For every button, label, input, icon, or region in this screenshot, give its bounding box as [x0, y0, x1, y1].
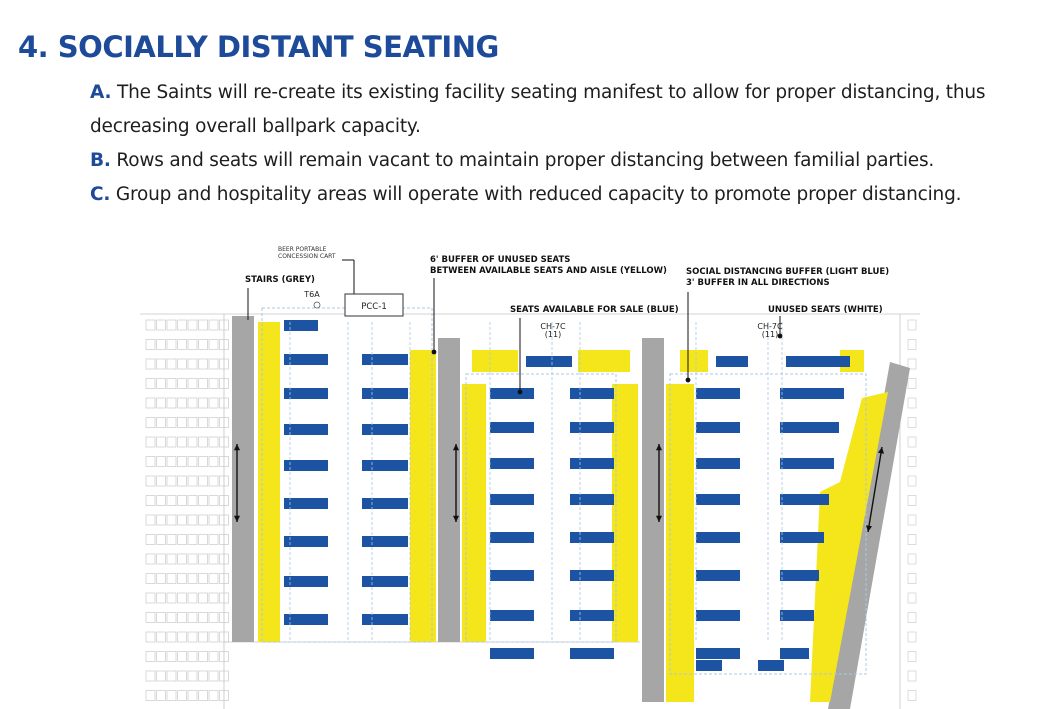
available-seat-block — [284, 424, 328, 435]
unused-seat-outline — [178, 671, 187, 681]
unused-seat-outline — [199, 457, 208, 467]
unused-seat-outline — [178, 496, 187, 506]
section-ch7c-count: (11) — [544, 330, 562, 339]
point-letter: A. — [90, 82, 112, 103]
unused-seat-outline — [146, 515, 155, 525]
unused-seat-outline — [209, 613, 218, 623]
available-seat-block — [780, 422, 839, 433]
unused-seat-outline — [178, 691, 187, 701]
unused-seat-outline — [199, 671, 208, 681]
unused-seat-outline — [908, 379, 916, 389]
unused-seat-outline — [157, 613, 166, 623]
available-seat-block — [284, 614, 328, 625]
unused-seat-outline — [146, 457, 155, 467]
unused-seat-outline — [199, 418, 208, 428]
unused-seat-outline — [178, 457, 187, 467]
unused-seat-outline — [146, 340, 155, 350]
unused-seat-outline — [157, 652, 166, 662]
unused-seat-outline — [188, 359, 197, 369]
available-seat-block — [570, 570, 614, 581]
unused-seat-outline — [157, 574, 166, 584]
unused-seat-outline — [908, 671, 916, 681]
buffer-legend-label: 6' BUFFER OF UNUSED SEATS — [430, 255, 571, 265]
unused-seat-outline — [167, 320, 176, 330]
point-c — [90, 178, 1030, 212]
section-title: 4. SOCIALLY DISTANT SEATING — [18, 30, 499, 64]
stairs-aisle — [232, 316, 254, 642]
unused-seat-outline — [908, 691, 916, 701]
available-seat-block — [284, 320, 318, 331]
unused-seat-outline — [209, 671, 218, 681]
unused-seat-outline — [188, 476, 197, 486]
unused-seat-outline — [199, 379, 208, 389]
unused-seat-outline — [908, 554, 916, 564]
available-seat-block — [490, 494, 534, 505]
unused-seat-outline — [188, 691, 197, 701]
unused-seat-outline — [188, 320, 197, 330]
unused-seat-outline — [188, 554, 197, 564]
unused-seat-outline — [188, 671, 197, 681]
unused-seat-outline — [908, 574, 916, 584]
callout-dot — [778, 334, 783, 339]
unused-seat-outline — [157, 340, 166, 350]
point-letter: B. — [90, 150, 111, 171]
unused-seat-outline — [188, 632, 197, 642]
available-seat-block — [490, 388, 534, 399]
beer-cart-label-2: CONCESSION CART — [278, 253, 336, 260]
unused-seat-outline — [199, 398, 208, 408]
unused-seat-outline — [178, 593, 187, 603]
unused-seat-outline — [178, 574, 187, 584]
unused-seat-outline — [199, 535, 208, 545]
unused-seat-outline — [178, 476, 187, 486]
available-seat-block — [786, 356, 850, 367]
unused-seat-outline — [178, 437, 187, 447]
available-seat-block — [780, 458, 834, 469]
available-seat-block — [362, 460, 408, 471]
available-seat-block — [284, 536, 328, 547]
available-seat-block — [526, 356, 572, 367]
unused-seat-outline — [146, 613, 155, 623]
unused-seat-outline — [157, 496, 166, 506]
available-seat-block — [570, 458, 614, 469]
unused-seat-outline — [908, 613, 916, 623]
callout-dot — [686, 378, 691, 383]
stairs-aisle — [642, 338, 664, 702]
available-seat-block — [570, 494, 614, 505]
available-seat-block — [362, 424, 408, 435]
available-seat-block — [696, 388, 740, 399]
unused-seat-outline — [188, 379, 197, 389]
available-seat-block — [780, 610, 814, 621]
unused-seat-outline — [199, 652, 208, 662]
unused-seat-outline — [209, 652, 218, 662]
unused-seat-outline — [167, 632, 176, 642]
unused-seat-outline — [199, 320, 208, 330]
unused-seat-outline — [157, 457, 166, 467]
unused-seat-outline — [908, 515, 916, 525]
available-seat-block — [362, 388, 408, 399]
unused-seat-outline — [146, 379, 155, 389]
unused-seat-outline — [146, 320, 155, 330]
unused-seat-outline — [199, 340, 208, 350]
unused-seat-outline — [199, 476, 208, 486]
unused-seat-outline — [167, 671, 176, 681]
unused-seat-outline — [178, 515, 187, 525]
unused-seat-outline — [178, 320, 187, 330]
unused-seat-outline — [146, 652, 155, 662]
stairs-aisle — [438, 338, 460, 642]
unused-seat-outline — [167, 496, 176, 506]
available-seat-block — [696, 458, 740, 469]
unused-seat-outline — [167, 593, 176, 603]
unused-seat-outline — [157, 398, 166, 408]
available-seat-block — [696, 494, 740, 505]
point-text: The Saints will re-create its existing facility seating manifest to allow for proper distancing, thus decreasing overall ballpark capacity. — [90, 82, 986, 137]
unused-seat-outline — [146, 476, 155, 486]
unused-seat-outline — [167, 515, 176, 525]
unused-seats-legend-label: UNUSED SEATS (WHITE) — [768, 305, 883, 315]
available-seat-block — [490, 648, 534, 659]
pcc-label: PCC-1 — [361, 302, 387, 312]
front-row-buffer-seats — [472, 350, 518, 372]
unused-seat-outline — [209, 515, 218, 525]
unused-seat-outline — [199, 613, 208, 623]
unused-seat-outline — [167, 613, 176, 623]
available-seat-block — [716, 356, 748, 367]
unused-seat-outline — [188, 515, 197, 525]
available-seat-block — [570, 648, 614, 659]
unused-seat-outline — [178, 398, 187, 408]
available-seat-block — [490, 532, 534, 543]
unused-seat-outline — [209, 340, 218, 350]
unused-seat-outline — [209, 379, 218, 389]
available-seat-block — [570, 388, 614, 399]
unused-seat-outline — [157, 379, 166, 389]
social-buffer-legend-label-2: 3' BUFFER IN ALL DIRECTIONS — [686, 278, 830, 288]
unused-seat-outline — [146, 574, 155, 584]
unused-seat-outline — [146, 437, 155, 447]
available-seat-block — [362, 614, 408, 625]
unused-seat-outline — [157, 535, 166, 545]
unused-seat-outline — [199, 359, 208, 369]
social-buffer-legend-label: SOCIAL DISTANCING BUFFER (LIGHT BLUE) — [686, 267, 890, 277]
unused-seat-outline — [908, 476, 916, 486]
available-seat-block — [780, 494, 829, 505]
unused-seat-outline — [167, 574, 176, 584]
stair-direction-arrows — [234, 444, 884, 532]
unused-seat-outline — [199, 574, 208, 584]
seating-diagram — [140, 232, 920, 709]
available-seat-block — [758, 660, 784, 671]
unused-seat-outline — [146, 593, 155, 603]
section-ch7c-label-2: CH-7C — [757, 322, 783, 331]
buffer-legend-label-2: BETWEEN AVAILABLE SEATS AND AISLE (YELLOW) — [430, 266, 667, 276]
unused-seat-outline — [178, 652, 187, 662]
unused-seat-outline — [209, 418, 218, 428]
available-seat-block — [362, 576, 408, 587]
unused-seat-outline — [188, 613, 197, 623]
unused-seat-outline — [167, 652, 176, 662]
unused-seat-outline — [209, 574, 218, 584]
available-seat-block — [696, 660, 722, 671]
unused-seat-outline — [157, 632, 166, 642]
unused-seat-outline — [199, 554, 208, 564]
unused-seat-outline — [209, 457, 218, 467]
unused-seat-outline — [199, 691, 208, 701]
unused-seat-outline — [188, 535, 197, 545]
front-row-buffer-seats — [680, 350, 708, 372]
unused-seat-outline — [167, 691, 176, 701]
available-seat-block — [696, 648, 740, 659]
available-seat-block — [570, 532, 614, 543]
unused-seat-outline — [188, 398, 197, 408]
available-seat-block — [284, 354, 328, 365]
stairs-legend-label: STAIRS (GREY) — [245, 275, 315, 285]
unused-seat-outline — [908, 593, 916, 603]
available-seat-block — [490, 422, 534, 433]
unused-seat-outline — [157, 476, 166, 486]
unused-seat-outline — [188, 437, 197, 447]
unused-seat-outline — [167, 535, 176, 545]
unused-seat-outline — [908, 320, 916, 330]
available-seat-block — [780, 388, 844, 399]
unused-seat-outline — [146, 398, 155, 408]
available-seat-block — [780, 570, 819, 581]
available-seat-block — [696, 570, 740, 581]
unused-seat-outline — [167, 340, 176, 350]
unused-seat-outline — [199, 632, 208, 642]
unused-seat-outline — [209, 554, 218, 564]
unused-seat-outline — [167, 554, 176, 564]
unused-seat-outline — [178, 632, 187, 642]
unused-seat-outline — [908, 340, 916, 350]
section-ch7c-count-2: (11) — [761, 330, 779, 339]
available-seat-block — [570, 422, 614, 433]
unused-seat-outline — [157, 515, 166, 525]
unused-seat-outline — [209, 359, 218, 369]
unused-seat-outline — [178, 418, 187, 428]
point-a — [90, 76, 1030, 144]
point-letter: C. — [90, 184, 111, 205]
unused-seat-outline — [178, 613, 187, 623]
available-seat-block — [780, 532, 824, 543]
unused-seat-outline — [209, 398, 218, 408]
unused-seat-outline — [167, 457, 176, 467]
unused-seat-outline — [188, 574, 197, 584]
unused-seat-outline — [188, 593, 197, 603]
unused-seat-outline — [908, 496, 916, 506]
available-seat-block — [570, 610, 614, 621]
unused-seat-outline — [209, 691, 218, 701]
unused-seat-outline — [199, 515, 208, 525]
unused-seat-outline — [146, 554, 155, 564]
unused-seat-outline — [157, 418, 166, 428]
available-seats-legend-label: SEATS AVAILABLE FOR SALE (BLUE) — [510, 305, 679, 315]
unused-seat-outline — [167, 437, 176, 447]
unused-seat-outline — [146, 691, 155, 701]
unused-seat-outline — [146, 418, 155, 428]
callout-dot — [518, 390, 523, 395]
callout-dot — [432, 350, 437, 355]
aisle-buffer-zone — [258, 322, 280, 642]
available-seat-block — [490, 458, 534, 469]
unused-seat-outline — [146, 359, 155, 369]
available-seat-block — [696, 610, 740, 621]
available-seat-block — [362, 354, 408, 365]
unused-seat-outline — [146, 632, 155, 642]
unused-seat-outline — [178, 359, 187, 369]
unused-seat-outline — [908, 437, 916, 447]
available-seat-block — [284, 498, 328, 509]
point-text: Group and hospitality areas will operate with reduced capacity to promote proper distancing. — [115, 184, 962, 205]
unused-seat-outline — [209, 476, 218, 486]
available-seat-block — [284, 388, 328, 399]
beer-cart-label: BEER PORTABLE — [278, 246, 327, 253]
unused-seat-outline — [157, 359, 166, 369]
unused-seat-outline — [908, 535, 916, 545]
available-seat-block — [362, 498, 408, 509]
unused-seat-outline — [209, 632, 218, 642]
unused-seat-outline — [178, 535, 187, 545]
unused-seat-outline — [157, 437, 166, 447]
unused-seat-outline — [188, 652, 197, 662]
unused-seat-outline — [908, 632, 916, 642]
unused-seat-outline — [167, 418, 176, 428]
unused-seat-outline — [178, 554, 187, 564]
available-seat-blocks — [284, 320, 850, 671]
unused-seat-outline — [908, 652, 916, 662]
unused-seat-outline — [199, 437, 208, 447]
unused-seat-outline — [146, 535, 155, 545]
unused-seat-outline — [188, 496, 197, 506]
unused-seat-outline — [167, 359, 176, 369]
unused-seat-outline — [199, 593, 208, 603]
section-ch7c-label: CH-7C — [540, 322, 566, 331]
unused-seat-outline — [188, 418, 197, 428]
section-t6a-label: T6A — [304, 290, 320, 299]
unused-seat-outline — [157, 691, 166, 701]
bullet-points — [90, 76, 1030, 212]
unused-seat-outline — [146, 671, 155, 681]
point-text: Rows and seats will remain vacant to maintain proper distancing between familial parties. — [116, 150, 935, 171]
unused-seat-outline — [157, 593, 166, 603]
available-seat-block — [362, 536, 408, 547]
unused-seat-outline — [209, 593, 218, 603]
front-row-buffer-seats — [578, 350, 630, 372]
unused-seat-outline — [146, 496, 155, 506]
point-b — [90, 144, 1030, 178]
unused-seat-outline — [199, 496, 208, 506]
cart-marker-icon — [314, 302, 320, 308]
aisle-buffer-zone — [612, 384, 638, 642]
unused-seat-outline — [908, 418, 916, 428]
unused-seat-outline — [167, 379, 176, 389]
unused-seat-outline — [908, 457, 916, 467]
unused-seat-outline — [209, 496, 218, 506]
unused-seat-outline — [157, 671, 166, 681]
available-seat-block — [284, 576, 328, 587]
unused-seat-outline — [188, 340, 197, 350]
unused-seat-outline — [178, 340, 187, 350]
available-seat-block — [284, 460, 328, 471]
available-seat-block — [696, 532, 740, 543]
unused-seat-outline — [178, 379, 187, 389]
unused-seat-outline — [908, 398, 916, 408]
available-seat-block — [696, 422, 740, 433]
unused-seat-outline — [209, 535, 218, 545]
unused-seat-outline — [167, 398, 176, 408]
available-seat-block — [490, 570, 534, 581]
unused-seat-outline — [209, 320, 218, 330]
unused-seat-outline — [157, 554, 166, 564]
unused-seat-outline — [209, 437, 218, 447]
unused-seat-outline — [157, 320, 166, 330]
unused-seat-outline — [188, 457, 197, 467]
unused-seat-outline — [167, 476, 176, 486]
unused-seat-outline — [908, 359, 916, 369]
distancing-buffer-outline — [466, 374, 616, 642]
available-seat-block — [780, 648, 809, 659]
available-seat-block — [490, 610, 534, 621]
